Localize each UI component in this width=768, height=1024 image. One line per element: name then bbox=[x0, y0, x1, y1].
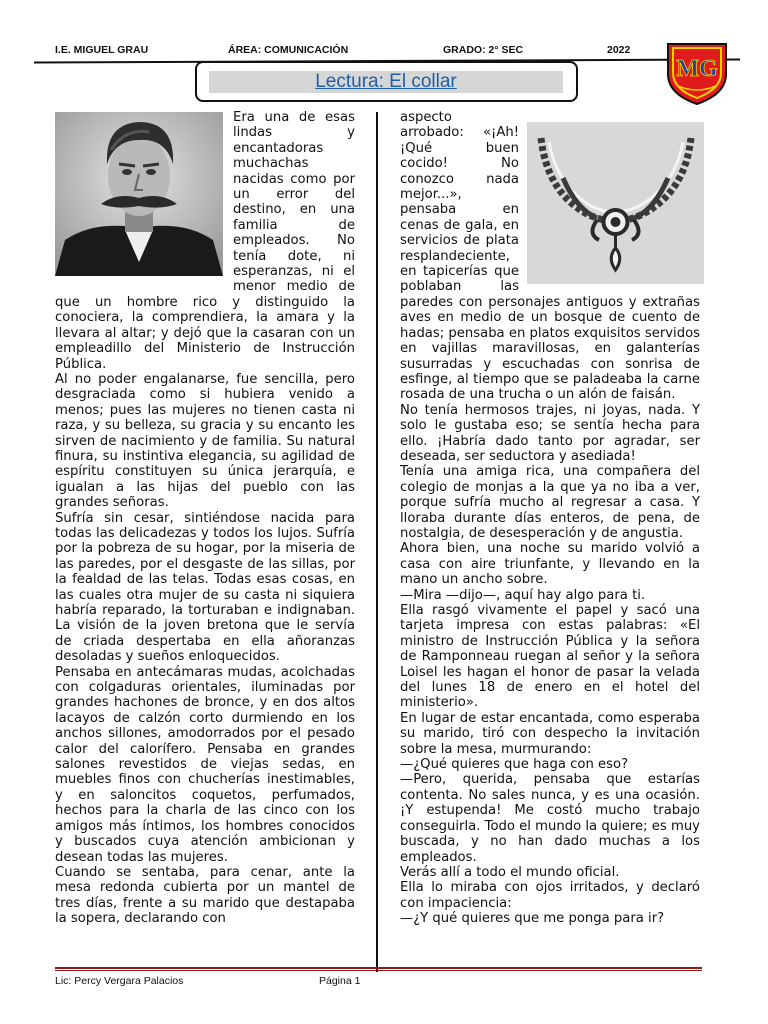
paragraph: —¿Y qué quieres que me ponga para ir? bbox=[400, 911, 665, 927]
paragraph: Cuando se sentaba, para cenar, ante la mesa redonda cubierta por un mantel de tres días, frente a su marido que destapaba la sopera, declarando con bbox=[55, 864, 355, 927]
paragraph: Ella lo miraba con ojos irritados, y declaró con impaciencia: bbox=[400, 880, 700, 911]
paragraph: —Mira —dijo—, aquí hay algo para ti. bbox=[400, 587, 646, 603]
school-logo bbox=[662, 36, 732, 106]
paragraph: Pensaba en antecámaras mudas, acolchadas con colgaduras orientales, iluminadas por grandes hachones de bronce, y en dos altos lacayos de calzón corto durmiendo en los anchos sillones, amodorrados por el pesado calor del calorífero. Pensaba en grandes salones revestidos de viejas sedas, en muebles finos con chucherías inestimables, y en saloncitos coquetos, perfumados, hechos para la charla de las cinco con los amigos más íntimos, los hombres conocidos y buscados cuya atención ambicionan y desean todas las mujeres. bbox=[55, 664, 355, 865]
school-name: I.E. MIGUEL GRAU bbox=[55, 44, 149, 56]
paragraph: En lugar de estar encantada, como esperaba su marido, tiró con despecho la invitación sobre la mesa, murmurando: bbox=[400, 710, 700, 757]
logo-initials: MG bbox=[676, 56, 718, 82]
paragraph: aspecto arrobado: «¡Ah! ¡Qué buen cocido! No conozco nada mejor...», pensaba en cenas de gala, en servicios de plata resplandeciente, en tapicerías que poblaban las paredes con personajes antiguos y extrañas aves en medio de un bosque de cuento de hadas; pensaba en platos exquisitos servidos en vajillas maravillosas, en galanterías susurradas y escuchadas con sonrisa de esfinge, al tiempo que se paladeaba la carne rosada de una trucha o un alón de faisán. bbox=[400, 110, 701, 403]
necklace-image bbox=[527, 122, 704, 284]
paragraph: —¿Qué quieres que haga con eso? bbox=[400, 757, 629, 773]
page-number: Página 1 bbox=[319, 975, 361, 987]
paragraph: Ahora bien, una noche su marido volvió a casa con aire triunfante, y llevando en la mano un ancho sobre. bbox=[400, 541, 700, 588]
paragraph: Tenía una amiga rica, una compañera del colegio de monjas a la que ya no iba a ver, porque sufría mucho al regresar a casa. Y lloraba durante días enteros, de pena, de nostalgia, de desesperación y de angustia. bbox=[400, 464, 700, 541]
grade-label: GRADO: 2° SEC bbox=[443, 44, 524, 56]
right-column bbox=[400, 110, 700, 927]
footer-license: Lic: Percy Vergara Palacios bbox=[55, 975, 184, 987]
title-box bbox=[195, 61, 578, 102]
author-portrait bbox=[55, 112, 223, 276]
paragraph: —Pero, querida, pensaba que estarías contenta. No sales nunca, y es una ocasión. ¡Y estupenda! Me costó mucho trabajo conseguirla. Todo el mundo la quiere; es muy buscada, y no han dado muchas a los empleados. bbox=[400, 772, 700, 865]
left-column bbox=[55, 110, 355, 927]
paragraph: Verás allí a todo el mundo oficial. bbox=[400, 864, 620, 880]
paragraph: No tenía hermosos trajes, ni joyas, nada. Y solo le gustaba eso; se sentía hecha para ello. ¡Habría dado tanto por agradar, ser deseada, ser seductora y asediada! bbox=[400, 402, 700, 464]
paragraph: Al no poder engalanarse, fue sencilla, pero desgraciada como si hubiera venido a menos; pues las mujeres no tienen casta ni raza, y su belleza, su gracia y su encanto les sirven de nacimiento y de familia. Su natural finura, su instintiva elegancia, su agilidad de espíritu constituyen su única jerarquía, e igualan a las hijas del pueblo con las grandes señoras. bbox=[55, 371, 355, 511]
column-divider bbox=[376, 112, 378, 972]
page-title: Lectura: El collar bbox=[209, 71, 563, 93]
year-label: 2022 bbox=[607, 44, 631, 56]
paragraph: Era una de esas lindas y encantadoras muchachas nacidas como por un error del destino, en una familia de empleados. No tenía dote, ni esperanzas, ni el menor medio de que un hombre rico y distinguido la conociera, la comprendiera, la amara y la llevara al altar; y dejó que la casaran con un empleadillo del Ministerio de Instrucción Pública. bbox=[55, 110, 355, 372]
footer-rule bbox=[55, 967, 702, 971]
subject-area: ÁREA: COMUNICACIÓN bbox=[228, 44, 349, 56]
paragraph: Ella rasgó vivamente el papel y sacó una tarjeta impresa con estas palabras: «El ministro de Instrucción Pública y la señora de Ramponneau ruegan al señor y la señora Loisel les hagan el honor de pasar la velada del lunes 18 de enero en el hotel del ministerio». bbox=[400, 603, 700, 711]
paragraph: Sufría sin cesar, sintiéndose nacida para todas las delicadezas y todos los lujos. Sufría por la pobreza de su hogar, por la miseria de las paredes, por el desgaste de las sillas, por la fealdad de las telas. Todas esas cosas, en las cuales otra mujer de su casta ni siquiera habría reparado, la torturaban e indignaban. La visión de la joven bretona que le servía de criada despertaba en ella añoranzas desoladas y sueños enloquecidos. bbox=[55, 510, 355, 665]
